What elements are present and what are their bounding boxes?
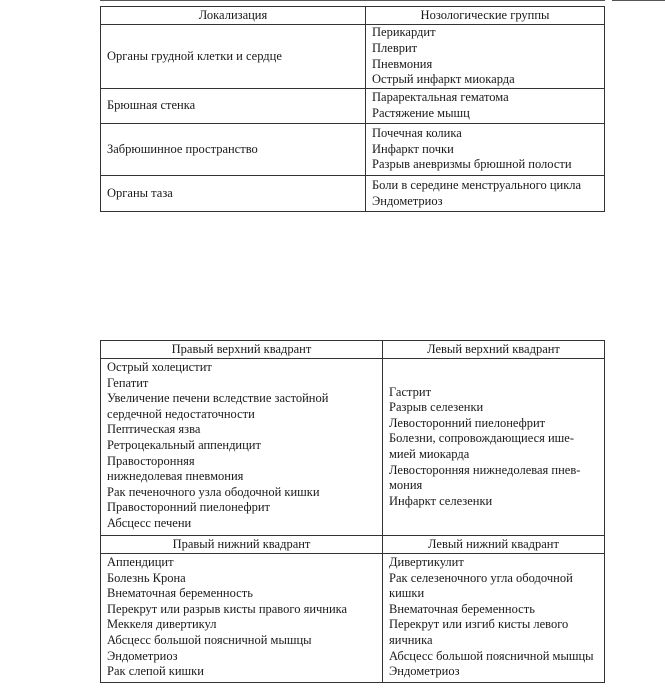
location-cell: Органы таза: [101, 176, 366, 212]
group-item: Разрыв аневризмы брюшной полости: [372, 157, 572, 172]
groups-cell: [366, 25, 605, 89]
header-right-lower: Правый нижний квадрант: [101, 536, 383, 554]
list-item: Болезнь Крона: [107, 570, 186, 585]
list-item: Абсцесс большой поясничной мышцы: [389, 648, 594, 663]
table-row: [101, 89, 605, 124]
list-item: мией миокарда: [389, 447, 470, 461]
list-item: сердечной недостаточности: [107, 406, 255, 421]
left-lower-cell: [383, 554, 605, 683]
list-item: Гепатит: [107, 375, 149, 390]
header-right-upper: Правый верхний квадрант: [101, 341, 383, 359]
groups-cell: [366, 176, 605, 212]
location-cell: Забрюшинное пространство: [101, 124, 366, 176]
list-item: Рак печеночного узла ободочной кишки: [107, 484, 320, 499]
list-item: Дивертикулит: [389, 555, 464, 569]
location-cell: Брюшная стенка: [101, 89, 366, 124]
list-item: Меккеля дивертикул: [107, 617, 217, 632]
location-cell: Органы грудной клетки и сердце: [101, 25, 366, 89]
list-item: Перекрут или изгиб кисты левого: [389, 617, 569, 632]
group-item: Почечная колика: [372, 126, 462, 141]
list-item: Пептическая язва: [107, 422, 201, 437]
list-item: Правосторонняя: [107, 453, 195, 468]
table-row: [101, 124, 605, 176]
group-item: Инфаркт почки: [372, 141, 454, 156]
list-item: мония: [389, 478, 423, 493]
group-item: Плеврит: [372, 40, 418, 55]
list-item: Аппендицит: [107, 555, 174, 569]
list-item: кишки: [389, 586, 425, 601]
group-item: Острый инфаркт миокарда: [372, 72, 515, 87]
upper-header-row: [101, 341, 605, 359]
quadrant-table: [100, 340, 605, 683]
list-item: Ретроцекальный аппендицит: [107, 437, 261, 452]
list-item: Болезни, сопровождающиеся ише-: [389, 431, 575, 446]
groups-cell: [366, 124, 605, 176]
list-item: Левосторонняя нижнедолевая пнев-: [389, 462, 581, 477]
list-item: Рак селезеночного угла ободочной: [389, 570, 573, 585]
table-row: [101, 176, 605, 212]
list-item: Острый холецистит: [107, 360, 212, 374]
localization-table: [100, 6, 605, 212]
groups-cell: [366, 89, 605, 124]
list-item: Эндометриоз: [389, 664, 460, 679]
header-left-upper: Левый верхний квадрант: [383, 341, 605, 359]
group-item: Пневмония: [372, 56, 433, 71]
left-upper-cell: [383, 359, 605, 536]
upper-content-row: [101, 359, 605, 536]
table-row: [101, 25, 605, 89]
group-item: Эндометриоз: [372, 193, 443, 208]
list-item: Перекрут или разрыв кисты правого яичника: [107, 601, 348, 616]
list-item: Разрыв селезенки: [389, 400, 484, 415]
lower-content-row: [101, 554, 605, 683]
list-item: Правосторонний пиелонефрит: [107, 500, 270, 515]
header-nosological-groups: Нозологические группы: [366, 7, 605, 25]
list-item: нижнедолевая пневмония: [107, 469, 244, 484]
header-localization: Локализация: [101, 7, 366, 25]
list-item: Левосторонний пиелонефрит: [389, 415, 546, 430]
list-item: Внематочная беременность: [389, 601, 535, 616]
group-item: Перикардит: [372, 25, 436, 40]
list-item: Абсцесс большой поясничной мышцы: [107, 632, 312, 647]
header-left-lower: Левый нижний квадрант: [383, 536, 605, 554]
group-item: Боли в середине менструального цикла: [372, 177, 582, 192]
right-lower-cell: [101, 554, 383, 683]
list-item: Увеличение печени вследствие застойной: [107, 391, 329, 406]
list-item: Гастрит: [389, 384, 432, 399]
group-item: Растяжение мышц: [372, 106, 470, 120]
list-item: Эндометриоз: [107, 648, 178, 663]
group-item: Параректальная гематома: [372, 90, 509, 105]
right-upper-cell: [101, 359, 383, 536]
list-item: Внематочная беременность: [107, 586, 253, 601]
list-item: Рак слепой кишки: [107, 664, 204, 679]
list-item: Инфаркт селезенки: [389, 493, 493, 508]
lower-header-row: [101, 536, 605, 554]
top-rule-right: [612, 0, 665, 1]
top-rule-left: [100, 0, 605, 1]
list-item: яичника: [389, 632, 433, 647]
table-header-row: [101, 7, 605, 25]
list-item: Абсцесс печени: [107, 515, 192, 530]
